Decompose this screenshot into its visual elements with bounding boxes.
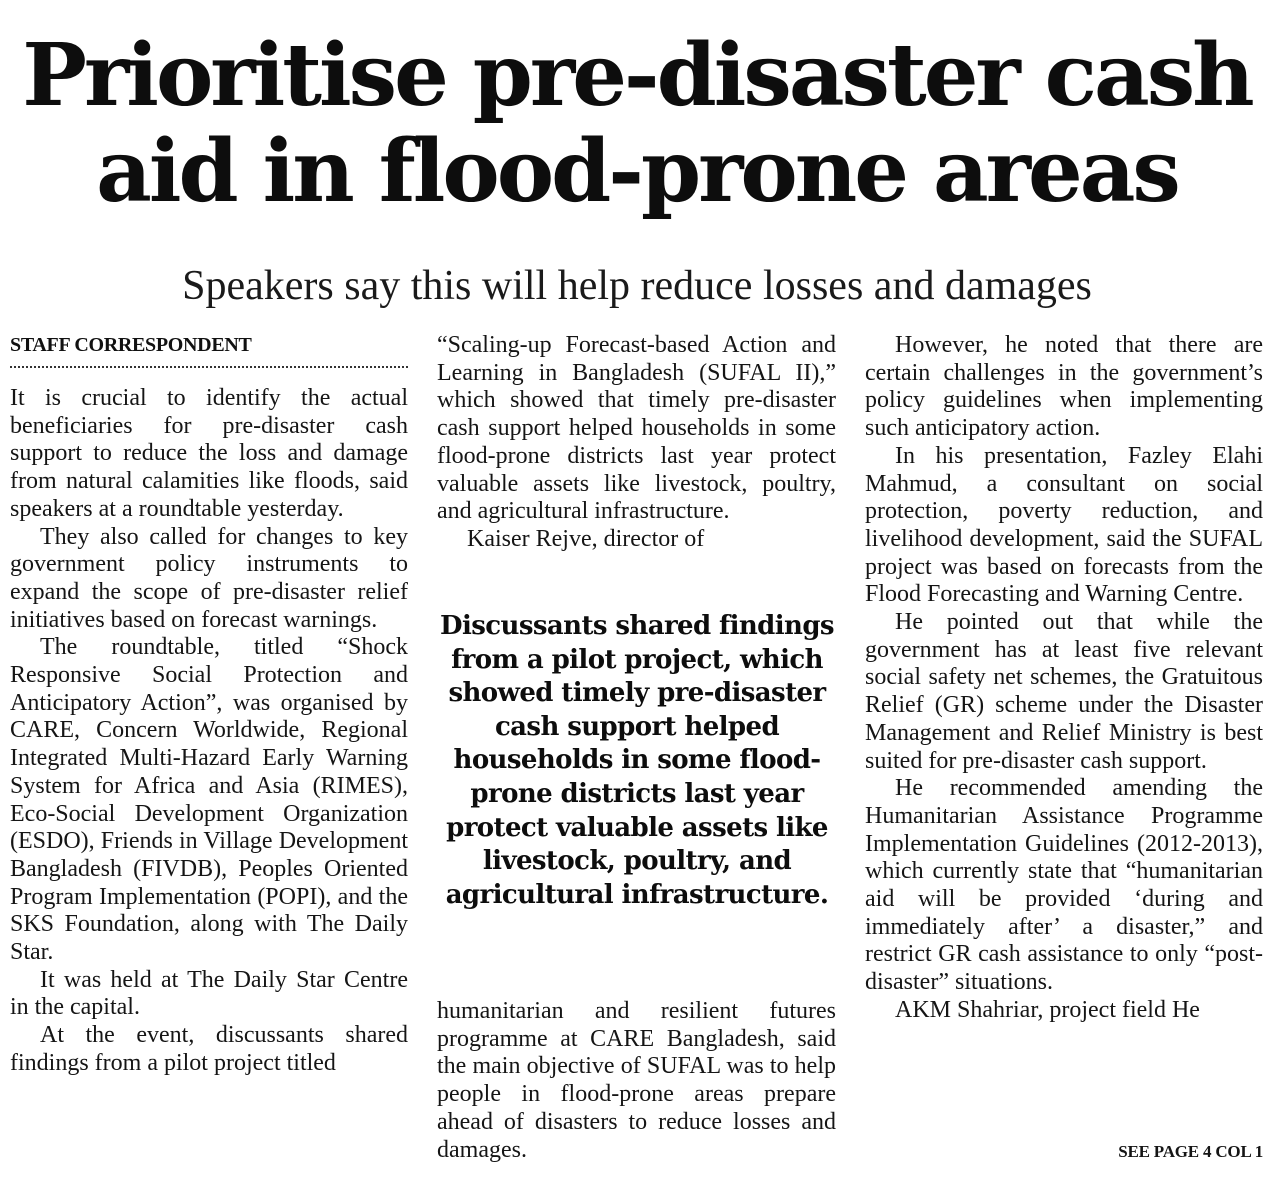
headline bbox=[0, 25, 1274, 222]
paragraph: AKM Shahriar, project field He bbox=[895, 996, 1200, 1023]
column-2-bottom bbox=[437, 998, 836, 1164]
column-2-top bbox=[437, 332, 836, 554]
paragraph: They also called for changes to key government policy instruments to expand the scope of pre-disaster relief initiatives based on forecast warnings. bbox=[10, 523, 408, 633]
continued-on-page-link[interactable]: SEE PAGE 4 COL 1 bbox=[1118, 1142, 1263, 1161]
subheadline: Speakers say this will help reduce losses and damages bbox=[182, 263, 1092, 309]
paragraph: It was held at The Daily Star Centre in the capital. bbox=[10, 966, 408, 1021]
paragraph: In his presentation, Fazley Elahi Mahmud, a consultant on social protection, poverty reduction, and livelihood development, said the SUFAL project was based on forecasts from the Flood Forecasting and Warning Centre. bbox=[865, 442, 1263, 608]
headline-line-2: aid in flood-prone areas bbox=[96, 121, 1178, 222]
paragraph: It is crucial to identify the actual beneficiaries for pre-disaster cash support to reduce the loss and damage from natural calamities like floods, said speakers at a roundtable yesterday. bbox=[10, 385, 408, 522]
paragraph: At the event, discussants shared findings from a pilot project titled bbox=[10, 1022, 408, 1076]
paragraph: However, he noted that there are certain challenges in the government’s policy guidelines when implementing such anticipatory action. bbox=[865, 332, 1263, 442]
column-1 bbox=[10, 385, 408, 1078]
byline: STAFF CORRESPONDENT bbox=[10, 332, 408, 368]
paragraph: “Scaling-up Forecast-based Action and Learning in Bangladesh (SUFAL II),” which showed that timely pre-disaster cash support helped households in some flood-prone districts last year protect valuable assets like livestock, poultry, and agricultural infrastructure. bbox=[437, 332, 836, 525]
column-3 bbox=[865, 332, 1263, 1025]
paragraph: He recommended amending the Humanitarian Assistance Programme Implementation Guidelines (2012-2013), which currently state that “humanitarian aid will be provided ‘during and immediately after’ a disaster,” and restrict GR cash assistance to only “post-disaster” situations. bbox=[865, 775, 1263, 996]
paragraph: Kaiser Rejve, director of bbox=[467, 525, 705, 552]
paragraph: He pointed out that while the government has at least five relevant social safety net schemes, the Gratuitous Relief (GR) scheme under the Disaster Management and Relief Ministry is best suited for pre-disaster cash support. bbox=[865, 609, 1263, 774]
paragraph: The roundtable, titled “Shock Responsive Social Protection and Anticipatory Action”, was organised by CARE, Concern Worldwide, Regional Integrated Multi-Hazard Early Warning System for Africa and Asia (RIMES), Eco-Social Development Organization (ESDO), Friends in Village Development Bangladesh (FIVDB), Peoples Oriented Program Implementation (POPI), and the SKS Foundation, along with The Daily Star. bbox=[10, 634, 408, 966]
headline-line-1: Prioritise pre-disaster cash bbox=[22, 25, 1252, 126]
pull-quote: Discussants shared findings from a pilot project, which showed timely pre-disaster cash support helped households in some flood-prone districts last year protect valuable assets like livestock, poultry, and agricultural infrastructure. bbox=[440, 611, 834, 910]
paragraph: humanitarian and resilient futures programme at CARE Bangladesh, said the main objective of SUFAL was to help people in flood-prone areas prepare ahead of disasters to reduce losses and damages. bbox=[437, 998, 836, 1163]
